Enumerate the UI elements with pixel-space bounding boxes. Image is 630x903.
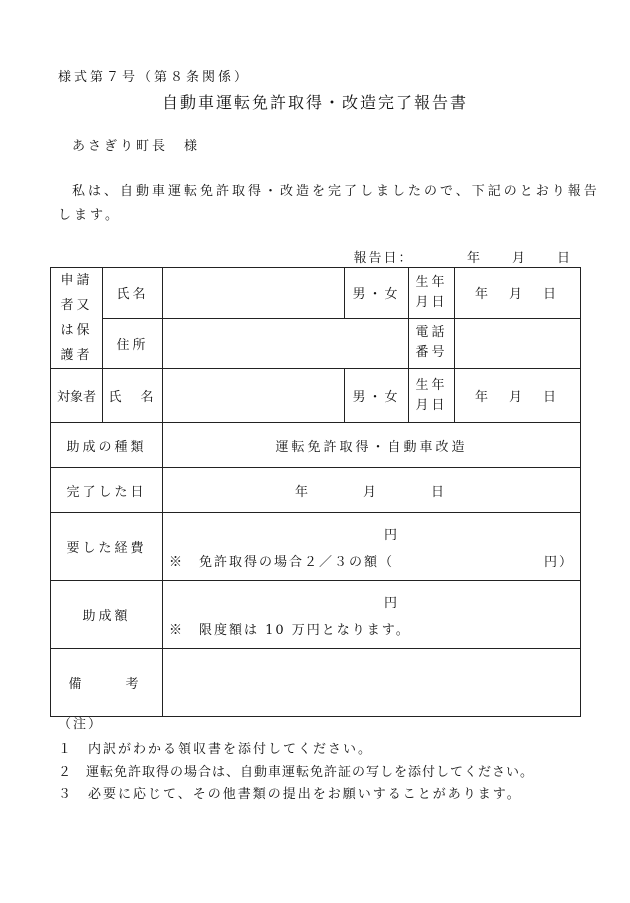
applicant-name-field[interactable] <box>163 268 345 319</box>
subject-sex-option[interactable]: 男・女 <box>345 369 409 423</box>
applicant-birth-label: 生年 月日 <box>409 268 455 319</box>
document-title: 自動車運転免許取得・改造完了報告書 <box>161 93 468 112</box>
subject-birth-field[interactable]: 年 月 日 <box>455 369 581 423</box>
address-field[interactable] <box>163 318 409 369</box>
subsidy-type-value: 運転免許取得・自動車改造 <box>163 423 581 468</box>
subsidy-yen: 円 <box>383 595 397 611</box>
completion-date-label: 完了した日 <box>51 468 163 513</box>
subsidy-amount-label: 助成額 <box>51 581 163 649</box>
notes-heading: （注） <box>58 717 104 732</box>
applicant-name-label: 氏名 <box>103 268 163 319</box>
applicant-birth-field[interactable]: 年 月 日 <box>455 268 581 319</box>
address-label: 住所 <box>103 318 163 369</box>
cost-note: ※ 免許取得の場合２／３の額（ 円） <box>169 554 575 570</box>
intro-line-1: 私は、自動車運転免許取得・改造を完了しましたので、下記のとおり報告 <box>72 184 600 199</box>
subject-name-field[interactable] <box>163 369 345 423</box>
remarks-field[interactable] <box>163 649 581 717</box>
subsidy-note: ※ 限度額は 10 万円となります。 <box>169 622 411 638</box>
note-item-1: １ 内訳がわかる領収書を添付してください。 <box>58 742 374 757</box>
subject-header: 対象者 <box>51 369 103 423</box>
form-number: 様式第７号（第８条関係） <box>58 70 251 85</box>
cost-label: 要した経費 <box>51 513 163 581</box>
subsidy-amount-field[interactable] <box>163 581 581 649</box>
report-date: 報告日： 年 月 日 <box>353 251 572 266</box>
phone-label: 電話 番号 <box>409 318 455 369</box>
cost-field[interactable] <box>163 513 581 581</box>
applicant-header: 申請 者又 は保 護者 <box>51 268 103 369</box>
applicant-sex-option[interactable]: 男・女 <box>345 268 409 319</box>
subsidy-type-label: 助成の種類 <box>51 423 163 468</box>
addressee: あさぎり町長 様 <box>72 139 201 154</box>
cost-yen: 円 <box>383 527 397 543</box>
subject-name-label: 氏 名 <box>103 369 163 423</box>
report-form-table <box>50 267 581 717</box>
intro-line-2: します。 <box>58 208 121 223</box>
note-item-3: ３ 必要に応じて、その他書類の提出をお願いすることがあります。 <box>58 787 522 802</box>
subject-birth-label: 生年 月日 <box>409 369 455 423</box>
phone-field[interactable] <box>455 318 581 369</box>
note-item-2: ２ 運転免許取得の場合は、自動車運転免許証の写しを添付してください。 <box>58 765 535 780</box>
remarks-label: 備 考 <box>51 649 163 717</box>
completion-date-field[interactable]: 年 月 日 <box>163 468 581 513</box>
